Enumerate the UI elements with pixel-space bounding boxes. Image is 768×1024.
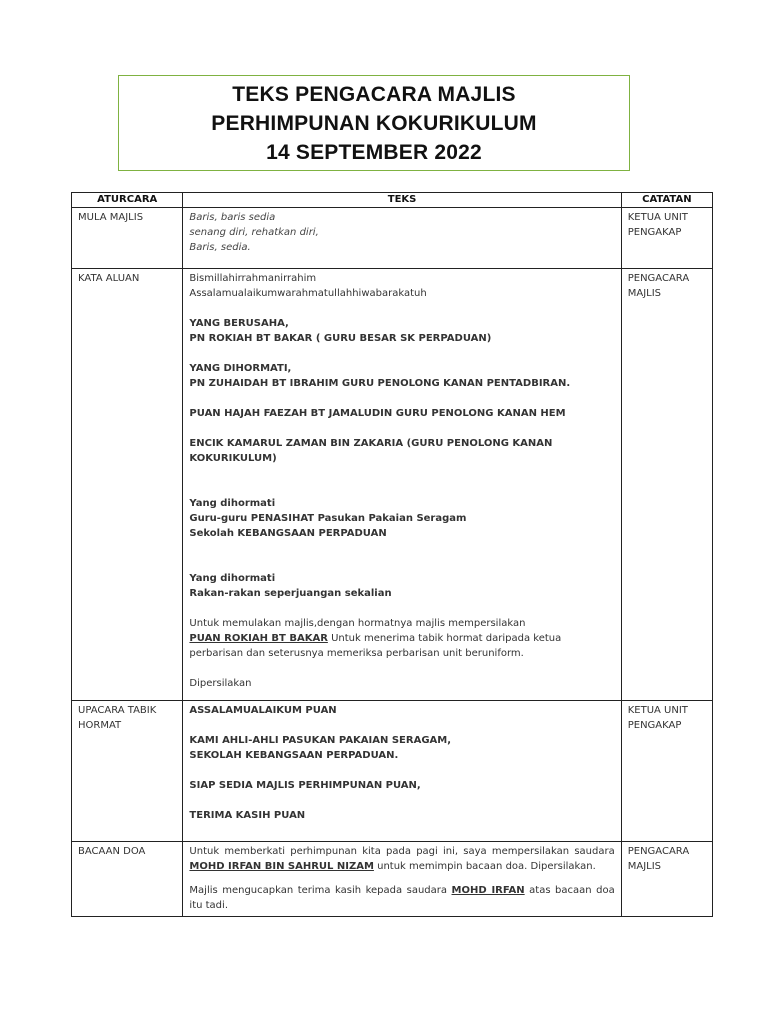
- teks-cell: [183, 842, 621, 917]
- column-header-aturcara: ATURCARA: [72, 193, 183, 208]
- table-row: [72, 208, 713, 269]
- column-header-catatan: CATATAN: [621, 193, 712, 208]
- catatan-cell: PENGACARA MAJLIS: [621, 842, 712, 917]
- teks-cell: Baris, baris sedia senang diri, rehatkan diri, Baris, sedia.: [183, 208, 621, 269]
- column-header-teks: TEKS: [183, 193, 621, 208]
- doa-paragraph-1: Untuk memberkati perhimpunan kita pada pagi ini, saya mempersilakan saudara MOHD IRFAN BIN SAHRUL NIZAM untuk memimpin bacaan doa. Dipersilakan.: [189, 846, 615, 872]
- table-row: [72, 842, 713, 917]
- table-row: [72, 269, 713, 701]
- teks-cell: Bismillahirrahmanirrahim Assalamualaikumwarahmatullahhiwabarakatuh YANG BERUSAHA, PN ROKIAH BT BAKAR ( GURU BESAR SK PERPADUAN) YANG DIHORMATI, PN ZUHAIDAH BT IBRAHIM GURU PENOLONG KANAN PENTADBIRAN. PUAN HAJAH FAEZAH BT JAMALUDIN GURU PENOLONG KANAN HEM ENCIK KAMARUL ZAMAN BIN ZAKARIA (GURU PENOLONG KANAN KOKURIKULUM) Yang dihormati Guru-guru PENASIHAT Pasukan Pakaian Seragam Sekolah KEBANGSAAN PERPADUAN Yang dihormati Rakan-rakan seperjuangan sekalian Untuk memulakan majlis,dengan hormatnya majlis mempersilakan PUAN ROKIAH BT BAKAR Untuk menerima tabik hormat daripada ketua perbarisan dan seterusnya memeriksa perbarisan unit beruniform. Dipersilakan: [183, 269, 621, 701]
- aturcara-cell: UPACARA TABIK HORMAT: [72, 701, 183, 842]
- programme-table: [71, 192, 713, 917]
- catatan-cell: PENGACARA MAJLIS: [621, 269, 712, 701]
- table-header-row: [72, 193, 713, 208]
- teks-cell: ASSALAMUALAIKUM PUAN KAMI AHLI-AHLI PASUKAN PAKAIAN SERAGAM, SEKOLAH KEBANGSAAN PERPADUAN. SIAP SEDIA MAJLIS PERHIMPUNAN PUAN, TERIMA KASIH PUAN: [183, 701, 621, 842]
- doa-paragraph-2: Majlis mengucapkan terima kasih kepada saudara MOHD IRFAN atas bacaan doa itu tadi.: [189, 885, 615, 911]
- aturcara-cell: KATA ALUAN: [72, 269, 183, 701]
- table-row: [72, 701, 713, 842]
- document-title: TEKS PENGACARA MAJLIS: [232, 82, 516, 106]
- title-box: [118, 75, 630, 171]
- aturcara-cell: MULA MAJLIS: [72, 208, 183, 269]
- aturcara-cell: BACAAN DOA: [72, 842, 183, 917]
- catatan-cell: KETUA UNIT PENGAKAP: [621, 208, 712, 269]
- guest-name-underlined: PUAN ROKIAH BT BAKAR: [189, 633, 328, 644]
- catatan-cell: KETUA UNIT PENGAKAP: [621, 701, 712, 842]
- document-date: 14 SEPTEMBER 2022: [266, 140, 482, 164]
- document-subtitle: PERHIMPUNAN KOKURIKULUM: [211, 111, 537, 135]
